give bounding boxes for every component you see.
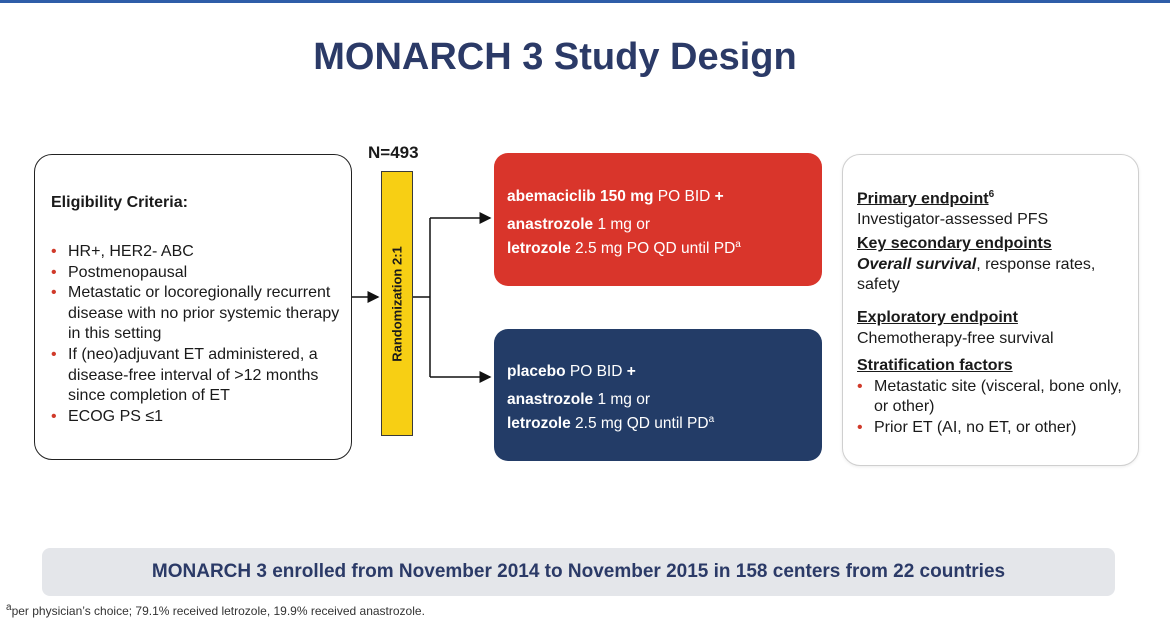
secondary-endpoint-rest: , response rates, safety bbox=[857, 255, 1096, 293]
eligibility-item: • HR+, HER2- ABC bbox=[51, 242, 347, 263]
experimental-plus: + bbox=[714, 188, 724, 205]
control-schedule: PO BID bbox=[565, 363, 627, 380]
control-footnote-marker: a bbox=[708, 414, 715, 425]
stratification-heading: Stratification factors bbox=[857, 357, 1013, 374]
footnote bbox=[6, 602, 425, 618]
secondary-endpoints-heading: Key secondary endpoints bbox=[857, 235, 1052, 252]
experimental-arm-lines bbox=[507, 215, 741, 259]
experimental-arm-line1 bbox=[507, 188, 724, 206]
sample-size-label: N=493 bbox=[368, 143, 419, 162]
exploratory-endpoint-heading: Exploratory endpoint bbox=[857, 309, 1018, 326]
randomization-bar bbox=[381, 171, 413, 436]
primary-endpoint-ref: 6 bbox=[988, 189, 995, 200]
experimental-schedule: PO BID bbox=[653, 188, 715, 205]
randomization-label: Randomization 2:1 bbox=[389, 245, 405, 362]
stratification-factors bbox=[857, 356, 1129, 438]
stratification-list bbox=[857, 377, 1129, 439]
footnote-marker: a bbox=[6, 602, 12, 613]
primary-endpoint bbox=[857, 185, 1129, 230]
enrollment-banner: MONARCH 3 enrolled from November 2014 to November 2015 in 158 centers from 22 countries bbox=[42, 548, 1115, 596]
page-title: MONARCH 3 Study Design bbox=[313, 36, 797, 78]
secondary-endpoint-os: Overall survival bbox=[857, 255, 977, 273]
eligibility-heading: Eligibility Criteria: bbox=[51, 194, 188, 211]
control-ai-1: anastrozole bbox=[507, 391, 594, 408]
endpoints-box bbox=[842, 154, 1139, 466]
control-arm-line1 bbox=[507, 363, 636, 381]
eligibility-item: • ECOG PS ≤1 bbox=[51, 407, 347, 428]
experimental-ai-2-dose: 2.5 mg PO QD until PD bbox=[570, 240, 736, 258]
control-plus: + bbox=[626, 363, 636, 380]
eligibility-item: • If (neo)adjuvant ET administered, a disease-free interval of >12 months since completion of ET bbox=[51, 345, 347, 407]
exploratory-endpoint bbox=[857, 308, 1129, 349]
control-ai-1-dose: 1 mg or bbox=[593, 391, 650, 408]
experimental-footnote-marker: a bbox=[735, 239, 741, 250]
primary-endpoint-text: Investigator-assessed PFS bbox=[857, 210, 1049, 228]
control-arm-lines bbox=[507, 390, 714, 434]
footnote-text: per physician’s choice; 79.1% received letrozole, 19.9% received anastrozole. bbox=[11, 604, 425, 618]
eligibility-item: • Metastatic or locoregionally recurrent disease with no prior systemic therapy in this setting bbox=[51, 283, 347, 345]
control-drug: placebo bbox=[507, 363, 566, 380]
control-ai-2-dose: 2.5 mg QD until PD bbox=[570, 415, 709, 433]
control-ai-2: letrozole bbox=[507, 415, 571, 433]
stratification-item: • Metastatic site (visceral, bone only, or other) bbox=[857, 377, 1129, 418]
secondary-endpoints bbox=[857, 234, 1129, 296]
experimental-drug: abemaciclib 150 mg bbox=[507, 188, 654, 205]
experimental-arm-box bbox=[494, 153, 822, 286]
experimental-ai-1-dose: 1 mg or bbox=[593, 216, 650, 233]
experimental-ai-1: anastrozole bbox=[507, 216, 594, 233]
primary-endpoint-heading: Primary endpoint bbox=[857, 190, 989, 208]
stratification-item: • Prior ET (AI, no ET, or other) bbox=[857, 418, 1129, 439]
experimental-ai-2: letrozole bbox=[507, 240, 571, 258]
eligibility-item: • Postmenopausal bbox=[51, 263, 347, 284]
exploratory-endpoint-text: Chemotherapy-free survival bbox=[857, 329, 1054, 347]
control-arm-box bbox=[494, 329, 822, 461]
